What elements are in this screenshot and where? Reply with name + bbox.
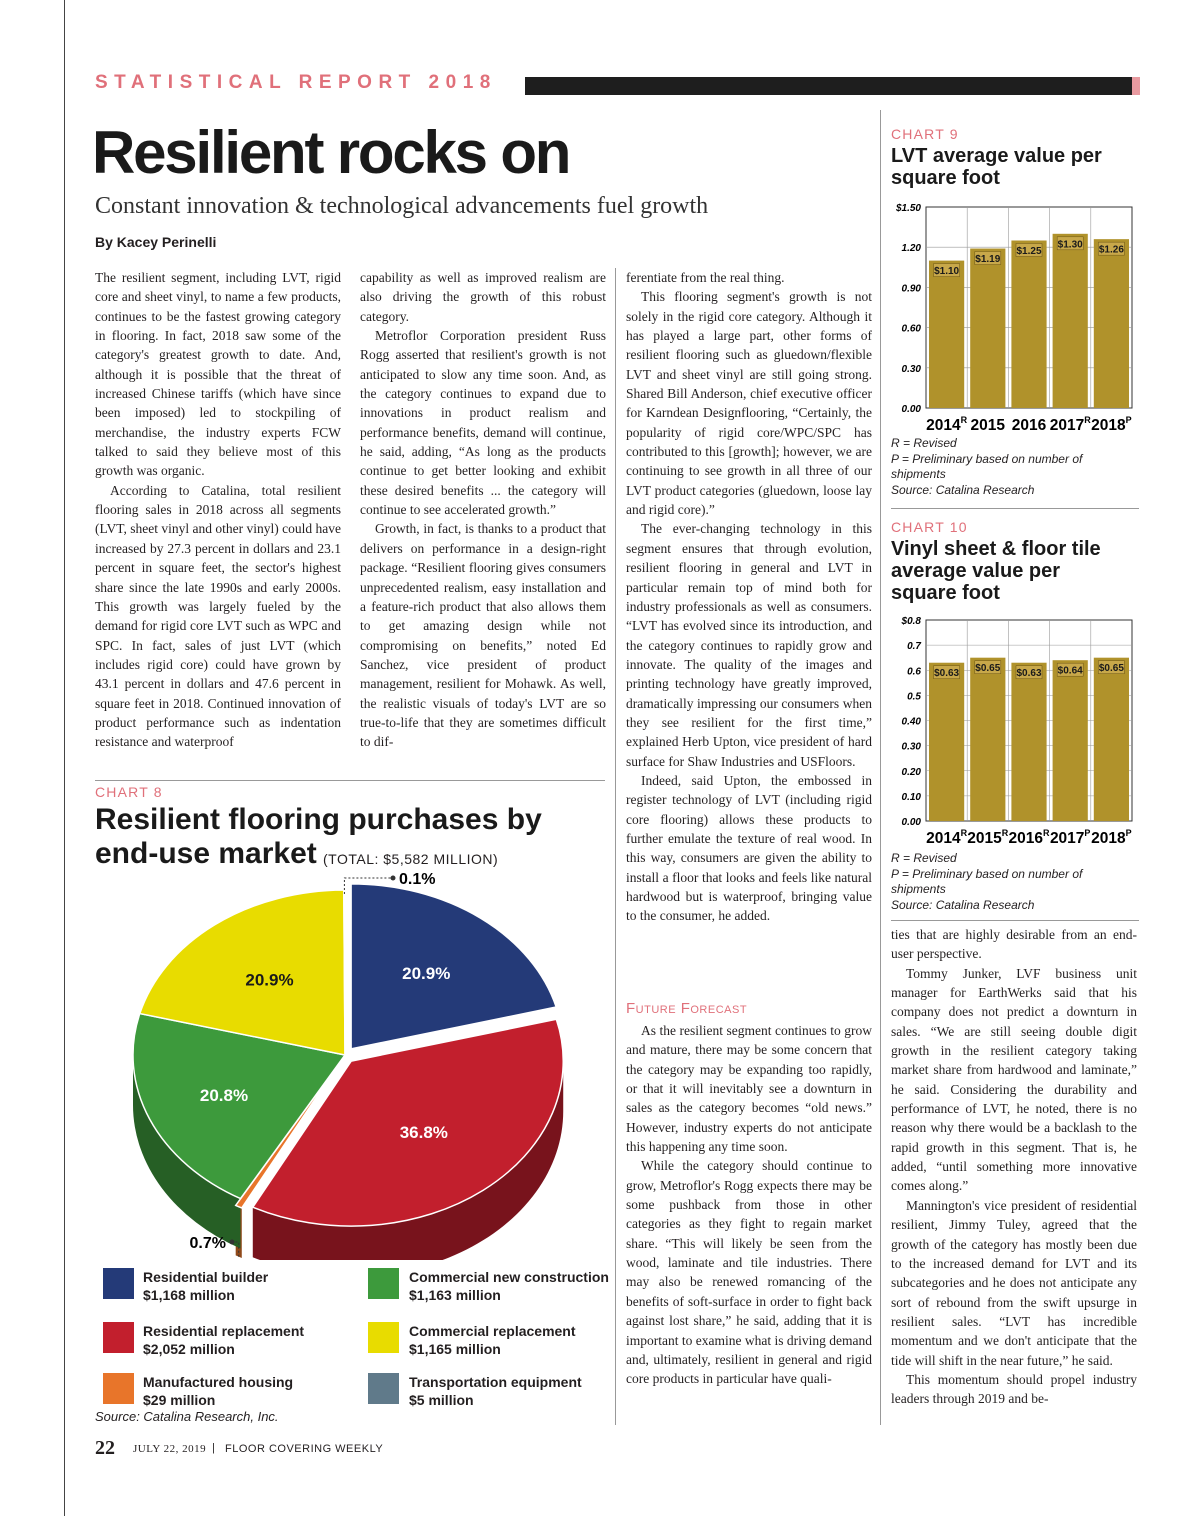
pie-leader-dot	[230, 1240, 235, 1245]
chart8-source: Source: Catalina Research, Inc.	[95, 1409, 279, 1424]
article-title: Resilient rocks on	[92, 119, 570, 186]
article-column-4	[891, 925, 1137, 1409]
article-column-1	[95, 268, 341, 752]
chart10-x-label: $2016^R$	[1008, 828, 1050, 847]
chart8-top-rule	[95, 780, 605, 781]
footer-date: JULY 22, 2019	[133, 1443, 207, 1455]
paragraph: According to Catalina, total resilient flooring sales in 2018 across all segments (LVT, sheet vinyl and other vinyl) could have increased by 27.3 percent in dollars and 23.1 percent in square feet, the sector's highest share since the late 1990s and early 2000s. This growth was largely fueled by the demand for rigid core LVT such as WPC and SPC. In fact, sales of just LVT (which includes rigid core) could have grown by 43.1 percent in dollars and 47.6 percent in square feet in 2018. Continued innovation of product performance such as indentation resistance and waterproof	[95, 482, 341, 750]
paragraph: This momentum should propel industry leaders through 2019 and be-	[891, 1371, 1137, 1407]
pie-percent-label-manufactured: 0.7%	[189, 1235, 226, 1252]
chart9-value-label: $1.19	[975, 254, 1001, 266]
chart10-y-tick: 0.7	[907, 641, 921, 653]
chart10-y-tick: 0.30	[901, 741, 921, 753]
chart-separator	[891, 508, 1139, 509]
paragraph: Indeed, said Upton, the embossed in register technology of LVT (including rigid core flooring) allows these products to further emulate the texture of real wood. In this way, consumers are given the ability to install a floor that looks and feels like natural hardwood but is waterproof, bringing value to the consumer, he added.	[626, 772, 872, 924]
chart10-value-label: $0.63	[1016, 668, 1042, 680]
paragraph: ferentiate from the real thing.	[626, 270, 785, 285]
legend-item-residential-replacement	[143, 1322, 304, 1358]
chart9-plot	[888, 195, 1140, 440]
chart10-x-label: $2017^P$	[1049, 828, 1091, 847]
chart9-notes	[891, 436, 1136, 498]
legend-name: Commercial replacement	[409, 1323, 576, 1339]
column-divider	[615, 268, 616, 1425]
chart8-title-line2: end-use market	[95, 837, 317, 870]
article-column-2	[360, 268, 606, 752]
chart9-bar	[1053, 234, 1088, 408]
chart10-bar	[970, 658, 1005, 821]
chart9-y-tick: 0.60	[901, 323, 921, 335]
legend-value: $1,168 million	[143, 1287, 235, 1303]
chart8-legend	[103, 1268, 609, 1418]
chart9-value-label: $1.26	[1098, 244, 1124, 256]
chart8-pie	[95, 865, 605, 1260]
chart9-bar	[970, 249, 1005, 408]
pie-leader-dot	[391, 876, 396, 881]
chart9-bar	[1094, 239, 1129, 408]
chart10-x-label: $2014^R$	[926, 828, 968, 847]
chart10-y-tick: 0.10	[901, 791, 921, 803]
chart10-source: Source: Catalina Research	[891, 897, 1035, 912]
paragraph: While the category should continue to grow, Metroflor's Rogg expects there may be some pushback from those in other categories as they fight to regain market share. “This will likely be seen from the wood, laminate and tile industries. There may also be renewed romancing of the benefits of soft-surface in order to fight back against lost share,” he said, adding that it is important to examine what is driving demand and, ultimately, resilient in general and rigid core products in particular have quali-	[626, 1158, 872, 1387]
legend-name: Manufactured housing	[143, 1374, 294, 1390]
article-column-3b	[626, 1021, 872, 1389]
chart9-x-label: $2018^P$	[1091, 415, 1132, 434]
paragraph: Metroflor Corporation president Russ Rogg asserted that resilient's growth is not anticipated to slow any time soon. And, as the category continues to expand due to innovations in product realism and performance benefits, demand will continue, he said, adding, “As long as the products continue to get better looking and exhibit these desired benefits ... the category will continue to see accelerated growth.”	[360, 328, 606, 518]
chart10-y-tick: $0.8	[901, 616, 921, 627]
chart10-value-label: $0.64	[1057, 665, 1083, 677]
chart10-bar	[1094, 658, 1129, 821]
chart10-notes	[891, 851, 1136, 913]
chart10-label: CHART 10	[891, 519, 968, 535]
legend-swatch-transportation-equipment	[368, 1373, 399, 1404]
future-forecast-heading: Future Forecast	[626, 1000, 748, 1017]
legend-value: $29 million	[143, 1392, 216, 1408]
footer-publication: FLOOR COVERING WEEKLY	[225, 1443, 384, 1455]
chart10-bar	[1011, 663, 1046, 821]
chart9-note-preliminary: P = Preliminary based on number of shipments	[891, 451, 1083, 481]
chart9-y-tick: $1.50	[895, 203, 921, 214]
header-bar-accent	[1132, 77, 1140, 95]
legend-item-commercial-new-construction	[409, 1268, 609, 1304]
pie-percent-label-transportation: 0.1%	[399, 871, 436, 888]
paragraph: Growth, in fact, is thanks to a product that delivers on performance in a design-right package. “Resilient flooring gives consumers unprecedented realism, easy installation and a feature-rich product that also allows them to get amazing design while not compromising on benefits,” noted Ed Sanchez, vice president of product management, resilient for Mohawk. As well, the realistic visuals of today's LVT are so true-to-life that they are sometimes difficult to dif-	[360, 521, 606, 750]
chart8-total: (TOTAL: $5,582 MILLION)	[323, 851, 499, 867]
chart9-y-tick: 0.90	[901, 283, 921, 295]
chart10-value-label: $0.63	[934, 668, 960, 680]
pie-percent-label: 20.9%	[402, 964, 451, 984]
header-bar	[525, 77, 1132, 95]
chart10-note-revised: R = Revised	[891, 851, 957, 865]
legend-item-residential-builder	[143, 1268, 268, 1304]
legend-value: $5 million	[409, 1392, 474, 1408]
chart9-source: Source: Catalina Research	[891, 482, 1035, 497]
legend-name: Residential replacement	[143, 1323, 305, 1339]
chart10-bar	[1053, 660, 1088, 821]
footer-separator: |	[212, 1442, 215, 1454]
chart10-note-preliminary: P = Preliminary based on number of shipments	[891, 866, 1083, 896]
paragraph: The resilient segment, including LVT, rigid core and sheet vinyl, to name a few products, continues to be the fastest growing category in flooring. In fact, 2018 saw some of the category's greatest growth to date. And, although it is possible that the threat of increased Chinese tariffs (which have since been imposed) led to stockpiling of merchandise, the industry experts FCW talked to said they believe most of this growth was organic.	[95, 270, 341, 479]
chart10-y-tick: 0.20	[901, 766, 921, 778]
legend-swatch-residential-replacement	[103, 1322, 134, 1353]
chart9-y-tick: 0.00	[901, 404, 921, 415]
chart9-x-label: $2014^R$	[926, 415, 968, 434]
chart8-title-line1: Resilient flooring purchases by	[95, 803, 542, 836]
article-column-3	[626, 268, 872, 926]
paragraph: ties that are highly desirable from an end-user perspective.	[891, 927, 1137, 962]
chart9-value-label: $1.10	[934, 266, 960, 278]
legend-swatch-commercial-new-construction	[368, 1268, 399, 1299]
legend-swatch-commercial-replacement	[368, 1322, 399, 1353]
byline: By Kacey Perinelli	[95, 234, 217, 250]
chart9-y-tick: 1.20	[901, 243, 921, 255]
chart-separator	[891, 920, 1139, 921]
legend-swatch-residential-builder	[103, 1268, 134, 1299]
page-number: 22	[95, 1437, 115, 1459]
legend-item-transportation-equipment	[409, 1373, 582, 1409]
chart10-y-tick: 0.6	[907, 666, 921, 678]
chart8-label: CHART 8	[95, 784, 163, 800]
chart9-bar	[1011, 241, 1046, 409]
chart10-bar	[929, 663, 964, 821]
legend-name: Commercial new construction	[409, 1269, 609, 1285]
paragraph: As the resilient segment continues to grow and mature, there may be some concern that the category may be expanding too rapidly, or that it will inevitably see a downturn in sales as the category becomes “old news.” However, industry experts do not anticipate this happening any time soon.	[626, 1023, 872, 1155]
legend-name: Residential builder	[143, 1269, 269, 1285]
chart9-x-label: 2016	[1011, 417, 1047, 434]
paragraph: This flooring segment's growth is not solely in the rigid core category. Although it has played a large part, other forms of resilient flooring such as gluedown/flexible LVT and sheet vinyl are still going strong. Shared Bill Anderson, chief executive officer for Karndean Designflooring, “Certainly, the popularity of rigid core/WPC/SPC has contributed to this [growth]; however, we are continuing to see growth in all three of our LVT product categories (gluedown, loose lay and rigid core).”	[626, 289, 872, 518]
chart9-x-label: $2017^R$	[1049, 415, 1091, 434]
legend-item-manufactured-housing	[143, 1373, 293, 1409]
legend-value: $1,163 million	[409, 1287, 501, 1303]
chart10-y-tick: 0.5	[907, 691, 921, 703]
chart10-title: Vinyl sheet & floor tile average value per square foot	[891, 538, 1101, 604]
chart9-title: LVT average value per square foot	[891, 145, 1102, 189]
chart9-y-tick: 0.30	[901, 363, 921, 375]
chart9-value-label: $1.30	[1057, 239, 1083, 251]
chart10-plot	[888, 608, 1140, 853]
legend-name: Transportation equipment	[409, 1374, 582, 1390]
pie-slice-residential-builder	[351, 884, 556, 1049]
chart10-y-tick: 0.00	[901, 817, 921, 828]
pie-percent-label: 36.8%	[399, 1123, 448, 1143]
paragraph: Mannington's vice president of residential resilient, Jimmy Tuley, agreed that the growth of the category has mostly been due to the increased demand for LVT and its subcategories and he does not anticipate any sort of rebound from the swift upsurge in resilient sales. “LVT has incredible momentum and we don't anticipate that the tide will shift in the near future,” he said.	[891, 1197, 1137, 1368]
chart10-y-tick: 0.40	[901, 716, 921, 728]
pie-percent-label: 20.9%	[245, 970, 294, 990]
chart10-value-label: $0.65	[975, 663, 1001, 675]
chart9-label: CHART 9	[891, 126, 959, 142]
page-left-rule	[64, 0, 65, 1516]
chart9-value-label: $1.25	[1016, 246, 1042, 257]
chart9-note-revised: R = Revised	[891, 436, 957, 450]
article-subtitle: Constant innovation & technological advancements fuel growth	[95, 193, 709, 219]
paragraph: capability as well as improved realism are also driving the growth of this robust category.	[360, 270, 606, 324]
chart9-x-label: 2015	[970, 417, 1006, 434]
section-header: STATISTICAL REPORT 2018	[95, 72, 497, 93]
legend-swatch-manufactured-housing	[103, 1373, 134, 1404]
chart10-x-label: $2018^P$	[1091, 828, 1132, 847]
chart10-x-label: $2015^R$	[967, 828, 1009, 847]
paragraph: The ever-changing technology in this segment ensures that through evolution, resilient flooring in general and LVT in particular remain top of mind both for industry professionals as well as consumers. “LVT has evolved since its introduction, and the category continues to rapidly grow and innovate. The quality of the images and printing technology have greatly improved, dramatically impressing our consumers when they see resilient for the first time,” explained Herb Upton, vice president of hard surface for Shaw Industries and USFloors.	[626, 521, 872, 769]
legend-value: $1,165 million	[409, 1341, 501, 1357]
paragraph: Tommy Junker, LVF business unit manager for EarthWerks said that his company does not predict a downturn in sales. “We are still seeing double digit growth in the resilient category taking market share from hardwood and laminate,” he said. Considering the durability and performance of LVT, he noted, there is no reason why there would be a backlash to the rapid growth in this segment. That is, he added, “until something more innovative comes along.”	[891, 965, 1137, 1194]
pie-percent-label: 20.8%	[199, 1085, 249, 1105]
chart10-value-label: $0.65	[1098, 663, 1124, 675]
column-divider	[880, 110, 881, 1425]
chart9-bar	[929, 261, 964, 408]
legend-item-commercial-replacement	[409, 1322, 576, 1358]
legend-value: $2,052 million	[143, 1341, 235, 1357]
